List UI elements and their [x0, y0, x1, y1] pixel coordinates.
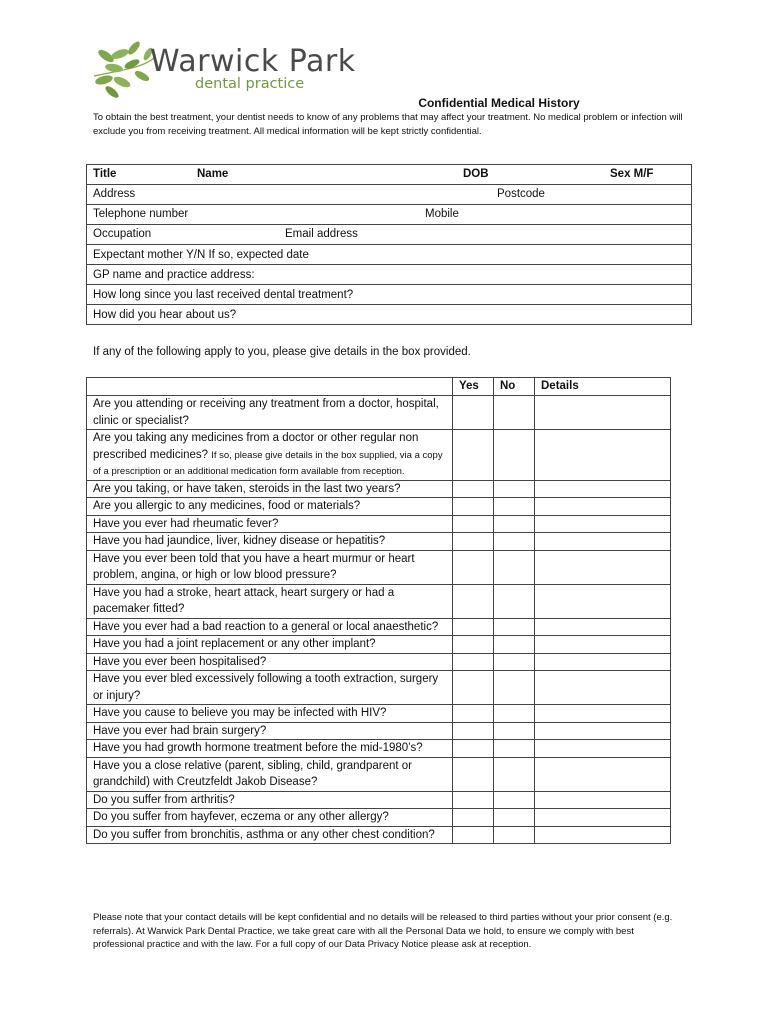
yes-checkbox-cell[interactable] [453, 671, 494, 705]
no-checkbox-cell[interactable] [494, 430, 535, 481]
no-checkbox-cell[interactable] [494, 653, 535, 671]
question-row [87, 791, 671, 809]
details-input-cell[interactable] [535, 826, 671, 844]
question-text: Have you a close relative (parent, sibling, child, grandparent or grandchild) with Creutzfeldt Jakob Disease? [93, 759, 412, 788]
yes-checkbox-cell[interactable] [453, 618, 494, 636]
gp-label: GP name and practice address: [93, 268, 255, 281]
question-row [87, 515, 671, 533]
question-text: Are you attending or receiving any treatment from a doctor, hospital, clinic or specialist? [93, 398, 439, 427]
no-checkbox-cell[interactable] [494, 826, 535, 844]
question-text-cell [87, 791, 453, 809]
address-label: Address [93, 188, 136, 200]
no-checkbox-cell[interactable] [494, 498, 535, 516]
no-checkbox-cell[interactable] [494, 618, 535, 636]
question-text-cell [87, 480, 453, 498]
question-text-cell [87, 826, 453, 844]
details-row-gp [87, 265, 692, 285]
telephone-label: Telephone number [93, 208, 189, 220]
question-text-cell [87, 653, 453, 671]
no-checkbox-cell[interactable] [494, 396, 535, 430]
question-row [87, 480, 671, 498]
hear-about-field[interactable] [87, 305, 692, 325]
details-row-telephone [87, 205, 692, 225]
question-text: Do you suffer from bronchitis, asthma or any other chest condition? [93, 828, 435, 841]
yes-checkbox-cell[interactable] [453, 480, 494, 498]
question-row [87, 809, 671, 827]
title-name-dob-sex-field[interactable] [87, 165, 692, 185]
question-text: Have you had a joint replacement or any other implant? [93, 638, 376, 650]
question-text: Have you had jaundice, liver, kidney disease or hepatitis? [93, 535, 386, 547]
question-row [87, 636, 671, 654]
no-checkbox-cell[interactable] [494, 533, 535, 551]
occupation-label: Occupation [93, 228, 152, 240]
medical-questions-table [86, 377, 671, 844]
no-checkbox-cell[interactable] [494, 550, 535, 584]
question-text: Have you ever had rheumatic fever? [93, 517, 279, 530]
question-row [87, 757, 671, 791]
yes-checkbox-cell[interactable] [453, 515, 494, 533]
question-text: Have you had growth hormone treatment before the mid-1980’s? [93, 742, 423, 754]
question-text-cell [87, 671, 453, 705]
question-text: Have you ever bled excessively following a tooth extraction, surgery or injury? [93, 673, 439, 702]
question-row [87, 396, 671, 430]
details-row-expectant [87, 245, 692, 265]
details-input-cell[interactable] [535, 671, 671, 705]
question-row [87, 740, 671, 758]
question-text-cell [87, 396, 453, 430]
no-checkbox-cell[interactable] [494, 740, 535, 758]
question-row [87, 430, 671, 481]
details-input-cell[interactable] [535, 740, 671, 758]
yes-checkbox-cell[interactable] [453, 740, 494, 758]
details-input-cell[interactable] [535, 791, 671, 809]
question-row [87, 584, 671, 618]
details-input-cell[interactable] [535, 550, 671, 584]
question-text-cell [87, 584, 453, 618]
no-checkbox-cell[interactable] [494, 480, 535, 498]
yes-checkbox-cell[interactable] [453, 722, 494, 740]
question-row [87, 826, 671, 844]
question-text-cell [87, 636, 453, 654]
question-text-cell [87, 705, 453, 723]
yes-checkbox-cell[interactable] [453, 396, 494, 430]
logo-subtitle: dental practice [195, 76, 305, 92]
question-row [87, 533, 671, 551]
logo-title: Warwick Park [150, 44, 356, 79]
question-row [87, 653, 671, 671]
hear-label: How did you hear about us? [93, 308, 237, 321]
email-label: Email address [285, 228, 358, 240]
occupation-field[interactable] [87, 225, 692, 245]
question-header [87, 378, 453, 396]
details-row-last-treatment [87, 285, 692, 305]
yes-checkbox-cell[interactable] [453, 533, 494, 551]
yes-checkbox-cell[interactable] [453, 809, 494, 827]
question-text: Are you taking, or have taken, steroids in the last two years? [93, 482, 401, 495]
privacy-footer: Please note that your contact details will be kept confidential and no details will be released to third parties without your prior consent (e.g. referrals). At Warwick Park Dental Practice, we take great care with all the Personal Data we hold, to ensure we comply with best professional practice and with the law. For a full copy of our Data Privacy Notice please ask at reception. [93, 912, 673, 950]
question-text-cell [87, 618, 453, 636]
details-input-cell[interactable] [535, 618, 671, 636]
question-text-cell [87, 550, 453, 584]
page-title: Confidential Medical History [418, 96, 580, 110]
question-text: Have you ever been told that you have a heart murmur or heart problem, angina, or high or low blood pressure? [93, 552, 415, 581]
yes-checkbox-cell[interactable] [453, 498, 494, 516]
question-text: Have you cause to believe you may be infected with HIV? [93, 707, 387, 719]
question-row [87, 550, 671, 584]
details-row-hear [87, 305, 692, 325]
details-input-cell[interactable] [535, 757, 671, 791]
details-row-address [87, 185, 692, 205]
question-text: Do you suffer from arthritis? [93, 793, 235, 806]
question-text-cell [87, 533, 453, 551]
details-input-cell[interactable] [535, 705, 671, 723]
question-text: Have you ever been hospitalised? [93, 655, 267, 668]
question-row [87, 671, 671, 705]
no-header: No [494, 378, 535, 396]
intro-text: To obtain the best treatment, your dentist needs to know of any problems that may affect your treatment. No medical problem or infection will exclude you from receiving treatment. All medical information will be kept strictly confidential. [93, 112, 683, 137]
gp-field[interactable] [87, 265, 692, 285]
yes-checkbox-cell[interactable] [453, 705, 494, 723]
expectant-field[interactable] [87, 245, 692, 265]
yes-checkbox-cell[interactable] [453, 636, 494, 654]
yes-header: Yes [453, 378, 494, 396]
yes-checkbox-cell[interactable] [453, 791, 494, 809]
question-text: Have you ever had brain surgery? [93, 724, 267, 737]
question-text-cell [87, 740, 453, 758]
patient-details-table [86, 164, 692, 325]
no-checkbox-cell[interactable] [494, 791, 535, 809]
details-header: Details [535, 378, 671, 396]
mobile-label: Mobile [425, 208, 459, 220]
details-input-cell[interactable] [535, 396, 671, 430]
details-input-cell[interactable] [535, 498, 671, 516]
question-text-cell [87, 430, 453, 481]
details-input-cell[interactable] [535, 584, 671, 618]
details-row-occupation [87, 225, 692, 245]
yes-checkbox-cell[interactable] [453, 653, 494, 671]
yes-checkbox-cell[interactable] [453, 757, 494, 791]
details-input-cell[interactable] [535, 653, 671, 671]
question-text-cell [87, 498, 453, 516]
details-input-cell[interactable] [535, 430, 671, 481]
dob-label: DOB [463, 168, 489, 180]
expectant-label: Expectant mother Y/N If so, expected date [93, 248, 309, 261]
sex-label: Sex M/F [610, 168, 654, 180]
telephone-field[interactable] [87, 205, 692, 225]
question-note: If so, please give details in the box supplied, via a copy of a prescription or an additional medication form available from reception. [93, 449, 443, 477]
details-row-title [87, 165, 692, 185]
no-checkbox-cell[interactable] [494, 705, 535, 723]
last-treatment-label: How long since you last received dental treatment? [93, 288, 354, 301]
title-label: Title [93, 168, 117, 180]
details-input-cell[interactable] [535, 480, 671, 498]
question-text: Do you suffer from hayfever, eczema or any other allergy? [93, 811, 389, 823]
yes-checkbox-cell[interactable] [453, 826, 494, 844]
no-checkbox-cell[interactable] [494, 636, 535, 654]
no-checkbox-cell[interactable] [494, 722, 535, 740]
postcode-label: Postcode [497, 188, 545, 200]
yes-checkbox-cell[interactable] [453, 430, 494, 481]
apply-note: If any of the following apply to you, please give details in the box provided. [93, 346, 471, 358]
yes-checkbox-cell[interactable] [453, 584, 494, 618]
details-input-cell[interactable] [535, 515, 671, 533]
no-checkbox-cell[interactable] [494, 757, 535, 791]
questions-header-row [87, 378, 671, 396]
details-input-cell[interactable] [535, 533, 671, 551]
no-checkbox-cell[interactable] [494, 515, 535, 533]
question-text-cell [87, 809, 453, 827]
questions-body [87, 396, 671, 844]
no-checkbox-cell[interactable] [494, 584, 535, 618]
question-text-cell [87, 515, 453, 533]
address-field[interactable] [87, 185, 692, 205]
no-checkbox-cell[interactable] [494, 809, 535, 827]
last-treatment-field[interactable] [87, 285, 692, 305]
name-label: Name [197, 168, 229, 180]
question-text: Have you had a stroke, heart attack, heart surgery or had a pacemaker fitted? [93, 586, 395, 615]
question-text-cell [87, 757, 453, 791]
question-text-cell [87, 722, 453, 740]
yes-checkbox-cell[interactable] [453, 550, 494, 584]
question-row [87, 705, 671, 723]
question-row [87, 498, 671, 516]
question-text: Have you ever had a bad reaction to a general or local anaesthetic? [93, 620, 439, 633]
question-text: Are you taking any medicines from a doctor or other regular non prescribed medicines? [93, 432, 419, 461]
details-input-cell[interactable] [535, 722, 671, 740]
question-row [87, 618, 671, 636]
question-row [87, 722, 671, 740]
question-text: Are you allergic to any medicines, food or materials? [93, 500, 361, 512]
details-input-cell[interactable] [535, 636, 671, 654]
no-checkbox-cell[interactable] [494, 671, 535, 705]
details-input-cell[interactable] [535, 809, 671, 827]
